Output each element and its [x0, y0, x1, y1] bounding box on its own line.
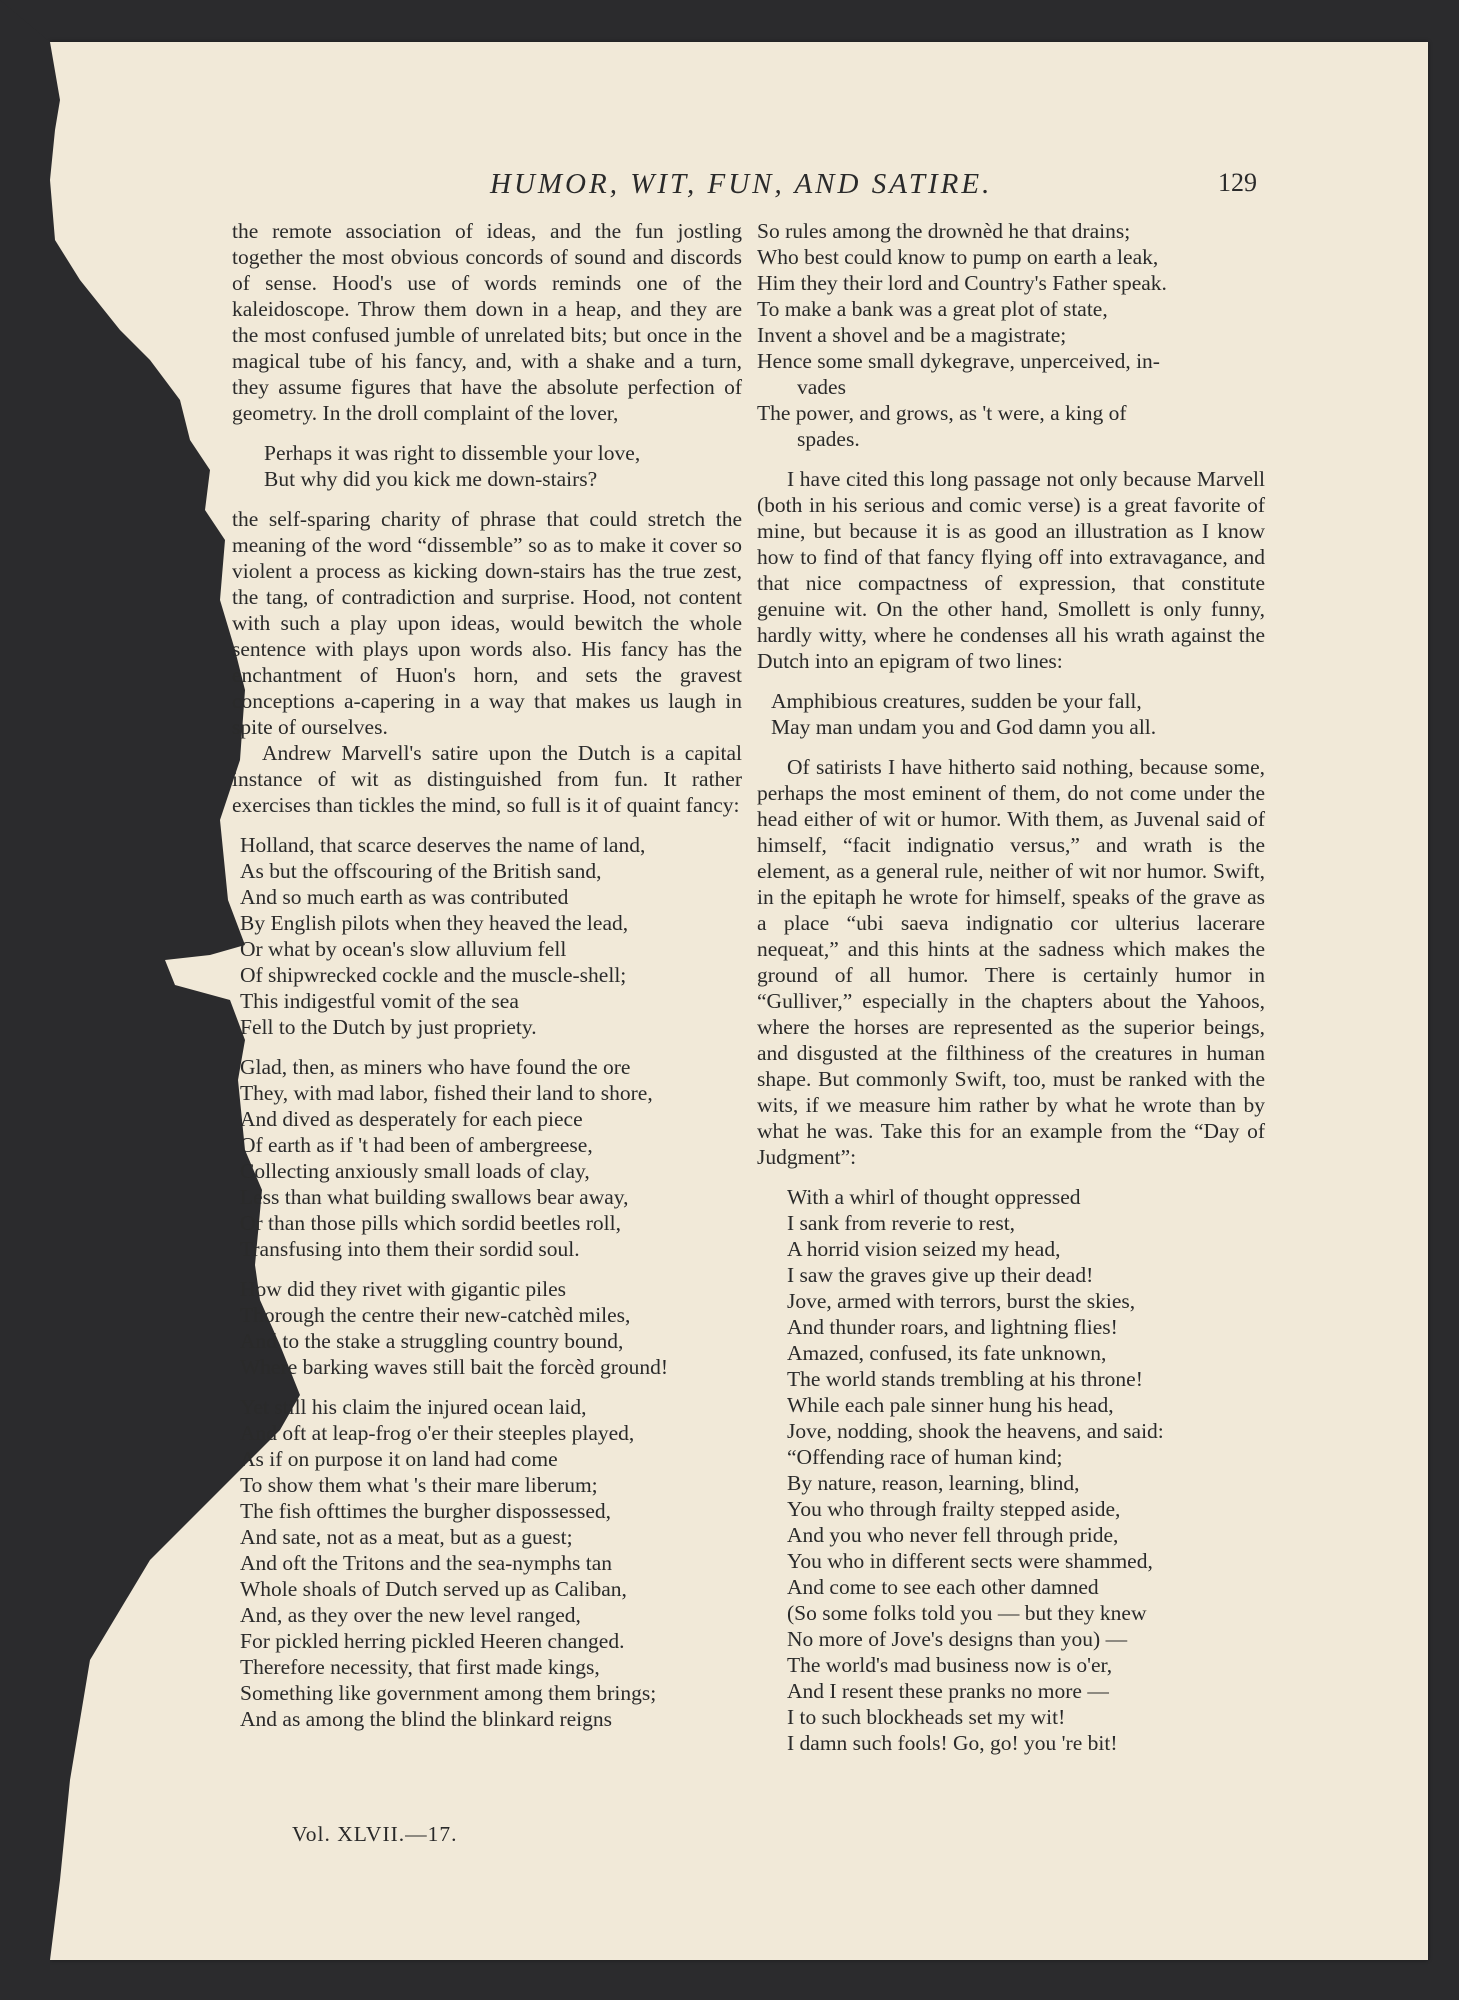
- poem-continuation: [757, 218, 1265, 452]
- verse-line: Who best could know to pump on earth a leak,: [757, 245, 1159, 269]
- verse-line: With a whirl of thought oppressed: [787, 1185, 1081, 1209]
- verse-line: I damn such fools! Go, go! you 're bit!: [787, 1731, 1118, 1755]
- verse-line: The world stands trembling at his throne!: [787, 1367, 1143, 1391]
- verse-line: The world's mad business now is o'er,: [787, 1653, 1113, 1677]
- verse-line: Jove, nodding, shook the heavens, and said:: [787, 1419, 1164, 1443]
- verse-line: Or what by ocean's slow alluvium fell: [240, 937, 567, 961]
- verse-line: Perhaps it was right to dissemble your love,: [264, 441, 641, 465]
- left-column: [232, 218, 742, 1732]
- verse-line: A horrid vision seized my head,: [787, 1237, 1061, 1261]
- verse-line: Something like government among them brings;: [240, 1681, 657, 1705]
- verse-line: Him they their lord and Country's Father speak.: [757, 271, 1167, 295]
- poem-stanza: [232, 1276, 742, 1380]
- verse-line: And come to see each other damned: [787, 1575, 1099, 1599]
- verse-line: Whole shoals of Dutch served up as Caliban,: [240, 1577, 627, 1601]
- paragraph: I have cited this long passage not only because Marvell (both in his serious and comic verse) is a great favorite of mine, but because it is as good an illustration as I know how to find of that fancy flying off into extravagance, and that nice compactness of expression, that constitute genuine wit. On the other hand, Smollett is only funny, hardly witty, where he condenses all his wrath against the Dutch into an epigram of two lines:: [757, 467, 1265, 673]
- poem-stanza: [232, 832, 742, 1040]
- right-column: [757, 218, 1265, 1756]
- running-title: HUMOR, WIT, FUN, AND SATIRE.: [490, 168, 993, 200]
- page-number: 129: [1218, 168, 1257, 197]
- verse-line: As if on purpose it on land had come: [240, 1447, 558, 1471]
- verse-line: I sank from reverie to rest,: [787, 1211, 1016, 1235]
- verse-line: And to the stake a struggling country bound,: [240, 1329, 624, 1353]
- verse-line: You who through frailty stepped aside,: [787, 1497, 1121, 1521]
- verse-line: Holland, that scarce deserves the name of land,: [240, 833, 646, 857]
- verse-line: And sate, not as a meat, but as a guest;: [240, 1525, 573, 1549]
- paragraph: Andrew Marvell's satire upon the Dutch is a capital instance of wit as distinguished from fun. It rather exercises than tickles the mind, so full is it of quaint fancy:: [232, 741, 742, 817]
- poem-stanza: [232, 1054, 742, 1262]
- verse-line: So rules among the drownèd he that drains;: [757, 219, 1131, 243]
- verse-line: And, as they over the new level ranged,: [240, 1603, 581, 1627]
- verse-line: spades.: [797, 427, 860, 451]
- verse-line: Or than those pills which sordid beetles roll,: [240, 1211, 621, 1235]
- verse-line: By English pilots when they heaved the lead,: [240, 911, 629, 935]
- verse-line: Collecting anxiously small loads of clay,: [240, 1159, 590, 1183]
- verse-line: May man undam you and God damn you all.: [771, 715, 1157, 739]
- verse-line: Amazed, confused, its fate unknown,: [787, 1341, 1107, 1365]
- verse-line: While each pale sinner hung his head,: [787, 1393, 1114, 1417]
- verse-line: To make a bank was a great plot of state,: [757, 297, 1108, 321]
- verse-line: To show them what 's their mare liberum;: [240, 1473, 598, 1497]
- verse-line: Invent a shovel and be a magistrate;: [757, 323, 1067, 347]
- verse-line: “Offending race of human kind;: [787, 1445, 1063, 1469]
- verse-line: And thunder roars, and lightning flies!: [787, 1315, 1118, 1339]
- verse-line: Of shipwrecked cockle and the muscle-shell;: [240, 963, 627, 987]
- verse-line: Yet still his claim the injured ocean laid,: [240, 1395, 587, 1419]
- paragraph: the remote association of ideas, and the fun jostling together the most obvious concords of sound and discords of sense. Hood's use of words reminds one of the kaleidoscope. Throw them down in a heap, and they are the most confused jumble of unrelated bits; but once in the magical tube of his fancy, and, with a shake and a turn, they assume figures that have the absolute perfection of geometry. In the droll complaint of the lover,: [232, 219, 742, 425]
- verse-line: And oft the Tritons and the sea-nymphs tan: [240, 1551, 613, 1575]
- verse-line: But why did you kick me down-stairs?: [264, 467, 598, 491]
- verse-line: Glad, then, as miners who have found the ore: [240, 1055, 631, 1079]
- paragraph: the self-sparing charity of phrase that could stretch the meaning of the word “dissemble” so as to make it cover so violent a process as kicking down-stairs has the true zest, the tang, of contradiction and surprise. Hood, not content with such a play upon ideas, would bewitch the whole sentence with plays upon words also. His fancy has the enchantment of Huon's horn, and sets the gravest conceptions a-capering in a way that makes us laugh in spite of ourselves.: [232, 507, 742, 739]
- verse-line: Transfusing into them their sordid soul.: [240, 1237, 580, 1261]
- verse-line: vades: [797, 375, 846, 399]
- verse-line: Less than what building swallows bear away,: [240, 1185, 629, 1209]
- verse-line: Where barking waves still bait the forcèd ground!: [240, 1355, 669, 1379]
- verse-line: Thorough the centre their new-catchèd miles,: [240, 1303, 631, 1327]
- verse-line: How did they rivet with gigantic piles: [240, 1277, 567, 1301]
- verse-line: (So some folks told you — but they knew: [787, 1601, 1147, 1625]
- verse-line: Jove, armed with terrors, burst the skies,: [787, 1289, 1136, 1313]
- signature-mark: Vol. XLVII.—17.: [292, 1822, 458, 1846]
- epigram: [757, 688, 1265, 740]
- verse-line: And oft at leap-frog o'er their steeples played,: [240, 1421, 635, 1445]
- verse-line: Therefore necessity, that first made kings,: [240, 1655, 600, 1679]
- verse-line: And as among the blind the blinkard reigns: [240, 1707, 612, 1731]
- verse-line: And so much earth as was contributed: [240, 885, 569, 909]
- verse-line: This indigestful vomit of the sea: [240, 989, 519, 1013]
- swift-poem: [757, 1184, 1265, 1756]
- verse-line: I saw the graves give up their dead!: [787, 1263, 1094, 1287]
- verse-line: And I resent these pranks no more —: [787, 1679, 1109, 1703]
- verse-line: And you who never fell through pride,: [787, 1523, 1119, 1547]
- verse-line: As but the offscouring of the British sand,: [240, 859, 602, 883]
- verse-line: They, with mad labor, fished their land to shore,: [240, 1081, 653, 1105]
- verse-line: For pickled herring pickled Heeren changed.: [240, 1629, 625, 1653]
- verse-line: I to such blockheads set my wit!: [787, 1705, 1066, 1729]
- verse-line: Amphibious creatures, sudden be your fall,: [771, 689, 1142, 713]
- verse-line: By nature, reason, learning, blind,: [787, 1471, 1080, 1495]
- verse-line: No more of Jove's designs than you) —: [787, 1627, 1128, 1651]
- verse-line: And dived as desperately for each piece: [240, 1107, 583, 1131]
- verse-line: The fish ofttimes the burgher dispossessed,: [240, 1499, 612, 1523]
- paragraph: Of satirists I have hitherto said nothing, because some, perhaps the most eminent of them, do not come under the head either of wit or humor. With them, as Juvenal said of himself, “facit indignatio versus,” and wrath is the element, as a general rule, neither of wit nor humor. Swift, in the epitaph he wrote for himself, speaks of the grave as a place “ubi saeva indignatio cor ulterius lacerare nequeat,” and this hints at the sadness which makes the ground of all humor. There is certainly humor in “Gulliver,” especially in the chapters about the Yahoos, where the horses are represented as the superior beings, and disgusted at the filthiness of the creatures in human shape. But commonly Swift, too, must be ranked with the wits, if we measure him rather by what he wrote than by what he was. Take this for an example from the “Day of Judgment”:: [757, 755, 1265, 1169]
- verse-line: The power, and grows, as 't were, a king of: [757, 401, 1127, 425]
- verse-line: Hence some small dykegrave, unperceived, in-: [757, 349, 1160, 373]
- poem-stanza: [232, 1394, 742, 1732]
- running-header: [0, 168, 1459, 208]
- quote-verse: [232, 440, 742, 492]
- verse-line: Of earth as if 't had been of ambergreese,: [240, 1133, 593, 1157]
- verse-line: You who in different sects were shammed,: [787, 1549, 1153, 1573]
- verse-line: Fell to the Dutch by just propriety.: [240, 1015, 537, 1039]
